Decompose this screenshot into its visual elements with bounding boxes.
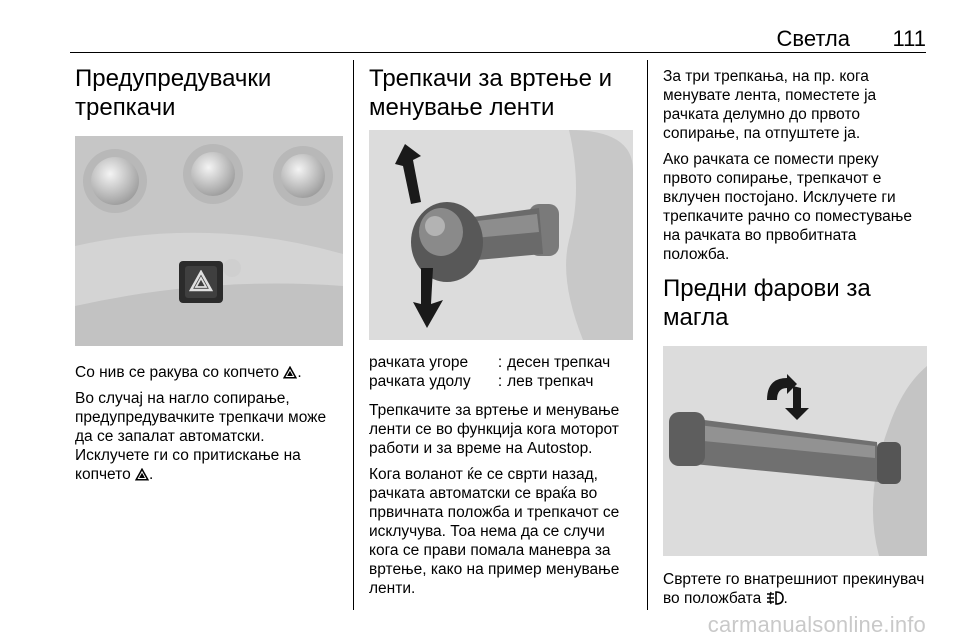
fog-lights-paragraph: Свртете го внатрешниот прекинувач во положбата .	[663, 571, 925, 607]
hazard-heading: Предупредувачки трепкачи	[75, 65, 272, 121]
front-fog-light-icon	[766, 591, 784, 605]
column-divider-2	[647, 60, 648, 610]
turn-signals-paragraph-3: За три трепкања, на пр. кога менувате лента, поместете ја рачката делумно до првото сопирање, па отпуштете ја.	[663, 68, 877, 142]
hazard-dashboard-image	[75, 136, 343, 346]
hazard-paragraph-2: Во случај на нагло сопирање, предупредувачките трепкачи може да се запалат автоматски. Исклучете ги со притискање на копчето .	[75, 390, 327, 483]
turn-signal-lever-image	[369, 130, 633, 340]
header-rule	[70, 52, 926, 53]
lever-direction-table	[369, 353, 633, 391]
turn-signals-paragraph-2: Кога воланот ќе се сврти назад, рачката автоматски се враќа во првичната положба и трепкачот се исклучува. Тоа нема да се случи кога се прави помала маневра за вртење, како на пример менување ленти.	[369, 466, 620, 597]
hazard-paragraph-1: Со нив се ракува со копчето .	[75, 364, 302, 381]
hazard-triangle-icon	[135, 468, 149, 481]
column-hazard	[75, 60, 343, 491]
page-header	[70, 22, 926, 56]
column-turn-signals	[369, 60, 633, 605]
rotate-arrow-icon	[763, 374, 811, 420]
column-fog-lights	[663, 60, 927, 615]
section-title: Светла	[776, 26, 850, 51]
watermark: carmanualsonline.info	[707, 612, 926, 637]
column-divider-1	[353, 60, 354, 610]
table-row: рачката угоре : десен трепкач	[369, 354, 611, 371]
turn-signals-paragraph-1: Трепкачите за вртење и менување ленти се во функција кога моторот работи и за време на Autostop.	[369, 402, 620, 457]
fog-light-switch-image	[663, 346, 927, 556]
arrow-up-icon	[391, 142, 427, 204]
table-row: рачката удолу : лев трепкач	[369, 373, 594, 390]
fog-lights-heading: Предни фарови за магла	[663, 275, 871, 331]
arrow-down-icon	[407, 268, 451, 330]
hazard-triangle-icon	[283, 366, 297, 379]
hazard-triangle-icon	[189, 270, 213, 292]
turn-signals-heading: Трепкачи за вртење и менување ленти	[369, 65, 613, 121]
page-number: 111	[892, 26, 926, 51]
turn-signals-paragraph-4: Ако рачката се помести преку првото сопирање, трепкачот е вклучен постојано. Исклучете ги трепкачите рачно со поместување на рачката во првобитната положба.	[663, 151, 912, 263]
